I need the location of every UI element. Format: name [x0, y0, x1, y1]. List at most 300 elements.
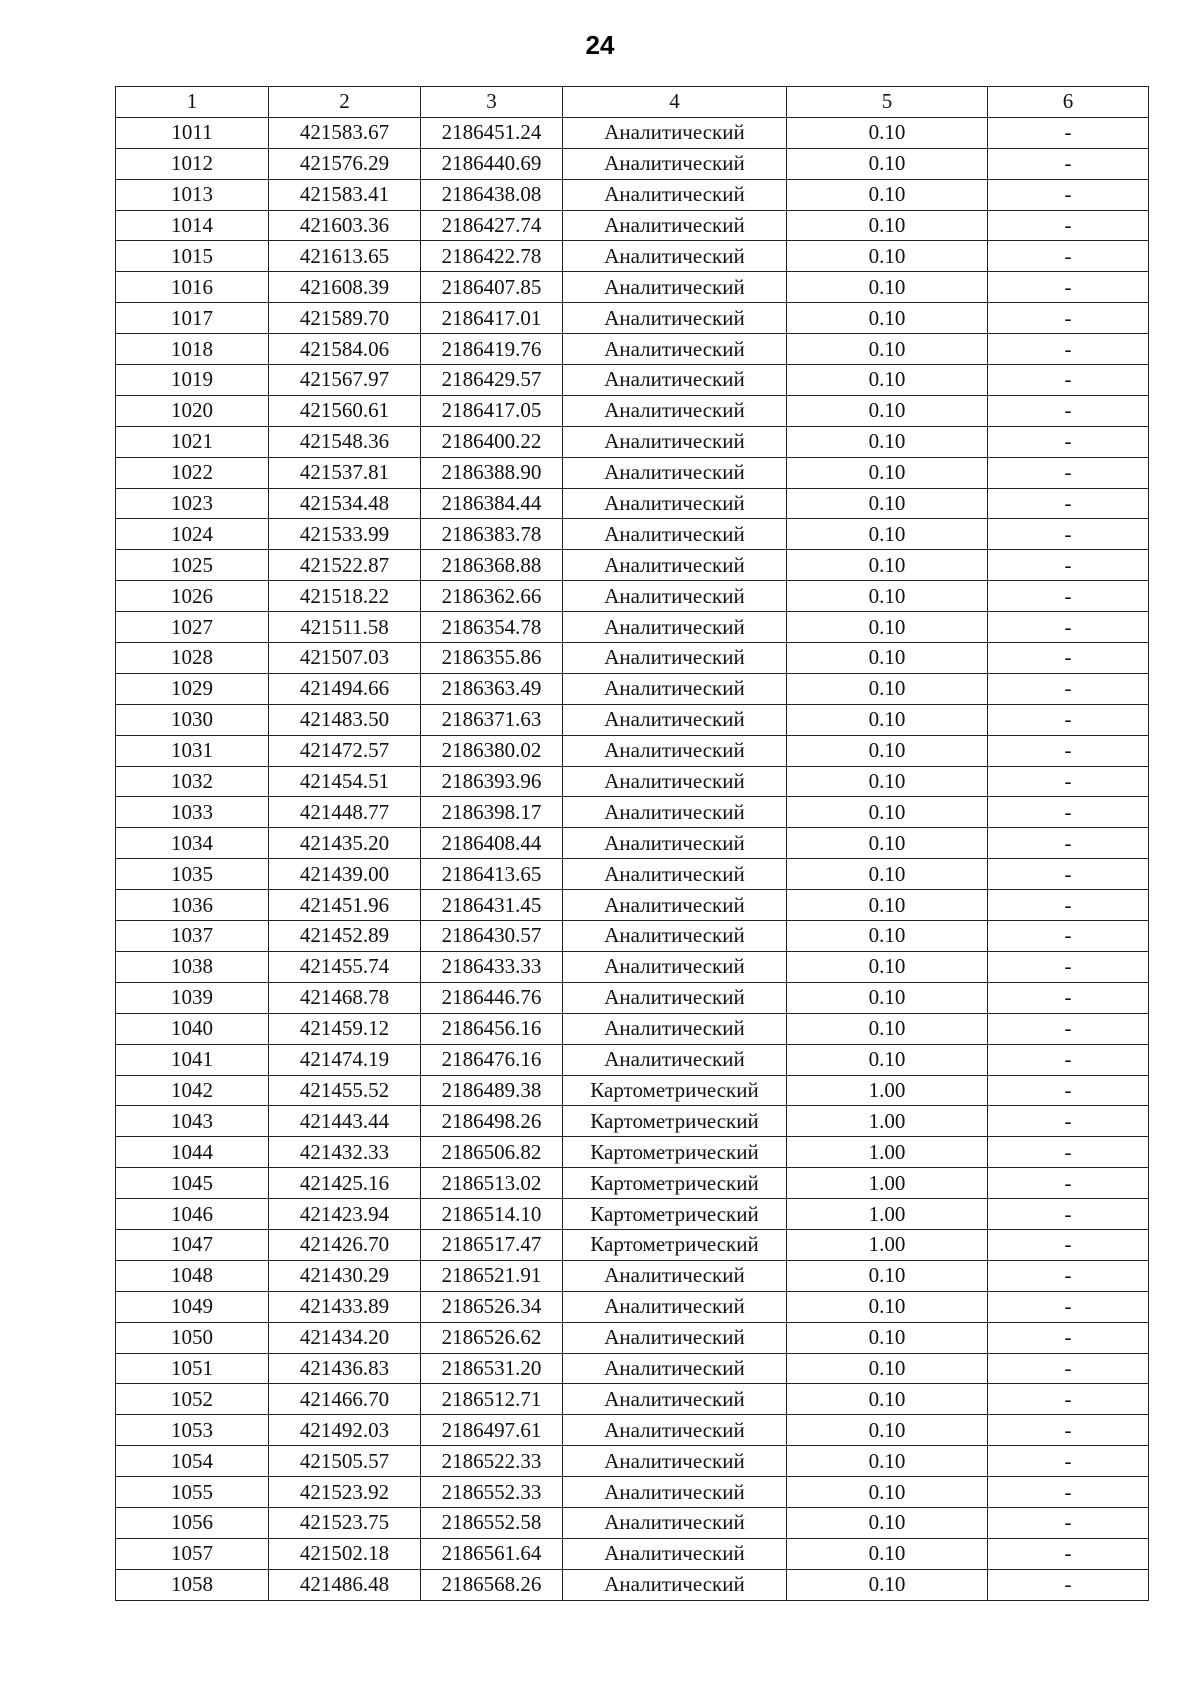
- y-coordinate-cell: 2186451.24: [421, 117, 563, 148]
- method-cell: Аналитический: [563, 1384, 787, 1415]
- point-number-cell: 1017: [116, 303, 269, 334]
- note-cell: -: [988, 859, 1149, 890]
- note-cell: -: [988, 1477, 1149, 1508]
- point-number-cell: 1035: [116, 859, 269, 890]
- table-row: [116, 1168, 1149, 1199]
- y-coordinate-cell: 2186489.38: [421, 1075, 563, 1106]
- point-number-cell: 1054: [116, 1446, 269, 1477]
- table-row: [116, 1353, 1149, 1384]
- x-coordinate-cell: 421459.12: [269, 1013, 421, 1044]
- x-coordinate-cell: 421583.67: [269, 117, 421, 148]
- point-number-cell: 1058: [116, 1569, 269, 1600]
- method-cell: Аналитический: [563, 1260, 787, 1291]
- table-row: [116, 797, 1149, 828]
- accuracy-cell: 0.10: [787, 890, 988, 921]
- x-coordinate-cell: 421534.48: [269, 488, 421, 519]
- accuracy-cell: 0.10: [787, 1538, 988, 1569]
- point-number-cell: 1020: [116, 395, 269, 426]
- accuracy-cell: 1.00: [787, 1137, 988, 1168]
- accuracy-cell: 0.10: [787, 921, 988, 952]
- method-cell: Аналитический: [563, 179, 787, 210]
- table-row: [116, 457, 1149, 488]
- x-coordinate-cell: 421426.70: [269, 1229, 421, 1260]
- point-number-cell: 1014: [116, 210, 269, 241]
- y-coordinate-cell: 2186430.57: [421, 921, 563, 952]
- note-cell: -: [988, 1415, 1149, 1446]
- accuracy-cell: 0.10: [787, 1322, 988, 1353]
- x-coordinate-cell: 421423.94: [269, 1199, 421, 1230]
- method-cell: Аналитический: [563, 303, 787, 334]
- note-cell: -: [988, 1538, 1149, 1569]
- method-cell: Аналитический: [563, 766, 787, 797]
- table-row: [116, 673, 1149, 704]
- accuracy-cell: 0.10: [787, 426, 988, 457]
- method-cell: Аналитический: [563, 1415, 787, 1446]
- note-cell: -: [988, 1168, 1149, 1199]
- method-cell: Аналитический: [563, 1291, 787, 1322]
- table-row: [116, 1384, 1149, 1415]
- x-coordinate-cell: 421436.83: [269, 1353, 421, 1384]
- accuracy-cell: 0.10: [787, 1291, 988, 1322]
- y-coordinate-cell: 2186371.63: [421, 704, 563, 735]
- table-row: [116, 581, 1149, 612]
- x-coordinate-cell: 421466.70: [269, 1384, 421, 1415]
- note-cell: -: [988, 982, 1149, 1013]
- accuracy-cell: 0.10: [787, 1415, 988, 1446]
- x-coordinate-cell: 421448.77: [269, 797, 421, 828]
- table-row: [116, 1106, 1149, 1137]
- method-cell: Аналитический: [563, 1322, 787, 1353]
- note-cell: -: [988, 1322, 1149, 1353]
- y-coordinate-cell: 2186363.49: [421, 673, 563, 704]
- point-number-cell: 1026: [116, 581, 269, 612]
- x-coordinate-cell: 421548.36: [269, 426, 421, 457]
- note-cell: -: [988, 1229, 1149, 1260]
- note-cell: -: [988, 1137, 1149, 1168]
- column-header: 6: [988, 87, 1149, 118]
- column-header: 2: [269, 87, 421, 118]
- y-coordinate-cell: 2186531.20: [421, 1353, 563, 1384]
- accuracy-cell: 0.10: [787, 210, 988, 241]
- y-coordinate-cell: 2186380.02: [421, 735, 563, 766]
- accuracy-cell: 0.10: [787, 148, 988, 179]
- method-cell: Аналитический: [563, 643, 787, 674]
- method-cell: Аналитический: [563, 1507, 787, 1538]
- table-row: [116, 1199, 1149, 1230]
- x-coordinate-cell: 421589.70: [269, 303, 421, 334]
- table-row: [116, 179, 1149, 210]
- note-cell: -: [988, 457, 1149, 488]
- method-cell: Аналитический: [563, 365, 787, 396]
- point-number-cell: 1012: [116, 148, 269, 179]
- accuracy-cell: 0.10: [787, 550, 988, 581]
- note-cell: -: [988, 1260, 1149, 1291]
- point-number-cell: 1057: [116, 1538, 269, 1569]
- y-coordinate-cell: 2186431.45: [421, 890, 563, 921]
- table-row: [116, 1415, 1149, 1446]
- y-coordinate-cell: 2186354.78: [421, 612, 563, 643]
- y-coordinate-cell: 2186362.66: [421, 581, 563, 612]
- x-coordinate-cell: 421523.92: [269, 1477, 421, 1508]
- accuracy-cell: 0.10: [787, 117, 988, 148]
- table-row: [116, 859, 1149, 890]
- point-number-cell: 1024: [116, 519, 269, 550]
- point-number-cell: 1011: [116, 117, 269, 148]
- accuracy-cell: 1.00: [787, 1075, 988, 1106]
- point-number-cell: 1029: [116, 673, 269, 704]
- point-number-cell: 1036: [116, 890, 269, 921]
- method-cell: Картометрический: [563, 1137, 787, 1168]
- point-number-cell: 1034: [116, 828, 269, 859]
- accuracy-cell: 0.10: [787, 488, 988, 519]
- note-cell: -: [988, 1507, 1149, 1538]
- method-cell: Аналитический: [563, 890, 787, 921]
- note-cell: -: [988, 1013, 1149, 1044]
- x-coordinate-cell: 421432.33: [269, 1137, 421, 1168]
- method-cell: Аналитический: [563, 859, 787, 890]
- point-number-cell: 1042: [116, 1075, 269, 1106]
- note-cell: -: [988, 643, 1149, 674]
- note-cell: -: [988, 303, 1149, 334]
- y-coordinate-cell: 2186417.01: [421, 303, 563, 334]
- y-coordinate-cell: 2186512.71: [421, 1384, 563, 1415]
- method-cell: Аналитический: [563, 1569, 787, 1600]
- point-number-cell: 1053: [116, 1415, 269, 1446]
- note-cell: -: [988, 426, 1149, 457]
- note-cell: -: [988, 1353, 1149, 1384]
- note-cell: -: [988, 1446, 1149, 1477]
- table-row: [116, 1229, 1149, 1260]
- accuracy-cell: 0.10: [787, 673, 988, 704]
- y-coordinate-cell: 2186433.33: [421, 951, 563, 982]
- method-cell: Аналитический: [563, 426, 787, 457]
- y-coordinate-cell: 2186446.76: [421, 982, 563, 1013]
- y-coordinate-cell: 2186388.90: [421, 457, 563, 488]
- table-row: [116, 1507, 1149, 1538]
- table-row: [116, 303, 1149, 334]
- accuracy-cell: 0.10: [787, 1507, 988, 1538]
- note-cell: -: [988, 1384, 1149, 1415]
- method-cell: Аналитический: [563, 148, 787, 179]
- method-cell: Аналитический: [563, 272, 787, 303]
- column-header: 3: [421, 87, 563, 118]
- table-row: [116, 241, 1149, 272]
- y-coordinate-cell: 2186413.65: [421, 859, 563, 890]
- y-coordinate-cell: 2186427.74: [421, 210, 563, 241]
- note-cell: -: [988, 612, 1149, 643]
- y-coordinate-cell: 2186398.17: [421, 797, 563, 828]
- y-coordinate-cell: 2186422.78: [421, 241, 563, 272]
- y-coordinate-cell: 2186514.10: [421, 1199, 563, 1230]
- method-cell: Аналитический: [563, 951, 787, 982]
- y-coordinate-cell: 2186384.44: [421, 488, 563, 519]
- y-coordinate-cell: 2186355.86: [421, 643, 563, 674]
- point-number-cell: 1043: [116, 1106, 269, 1137]
- point-number-cell: 1056: [116, 1507, 269, 1538]
- y-coordinate-cell: 2186417.05: [421, 395, 563, 426]
- point-number-cell: 1015: [116, 241, 269, 272]
- method-cell: Аналитический: [563, 1353, 787, 1384]
- x-coordinate-cell: 421439.00: [269, 859, 421, 890]
- column-header: 5: [787, 87, 988, 118]
- note-cell: -: [988, 766, 1149, 797]
- accuracy-cell: 0.10: [787, 334, 988, 365]
- method-cell: Аналитический: [563, 210, 787, 241]
- point-number-cell: 1055: [116, 1477, 269, 1508]
- x-coordinate-cell: 421523.75: [269, 1507, 421, 1538]
- table-row: [116, 1538, 1149, 1569]
- note-cell: -: [988, 828, 1149, 859]
- method-cell: Аналитический: [563, 457, 787, 488]
- table-row: [116, 1322, 1149, 1353]
- point-number-cell: 1018: [116, 334, 269, 365]
- method-cell: Аналитический: [563, 673, 787, 704]
- point-number-cell: 1038: [116, 951, 269, 982]
- x-coordinate-cell: 421483.50: [269, 704, 421, 735]
- x-coordinate-cell: 421454.51: [269, 766, 421, 797]
- y-coordinate-cell: 2186393.96: [421, 766, 563, 797]
- accuracy-cell: 1.00: [787, 1168, 988, 1199]
- note-cell: -: [988, 488, 1149, 519]
- table-row: [116, 766, 1149, 797]
- point-number-cell: 1032: [116, 766, 269, 797]
- method-cell: Аналитический: [563, 117, 787, 148]
- point-number-cell: 1049: [116, 1291, 269, 1322]
- x-coordinate-cell: 421502.18: [269, 1538, 421, 1569]
- x-coordinate-cell: 421560.61: [269, 395, 421, 426]
- x-coordinate-cell: 421433.89: [269, 1291, 421, 1322]
- x-coordinate-cell: 421468.78: [269, 982, 421, 1013]
- method-cell: Аналитический: [563, 241, 787, 272]
- accuracy-cell: 0.10: [787, 1013, 988, 1044]
- point-number-cell: 1037: [116, 921, 269, 952]
- accuracy-cell: 0.10: [787, 859, 988, 890]
- table-row: [116, 519, 1149, 550]
- point-number-cell: 1016: [116, 272, 269, 303]
- table-row: [116, 951, 1149, 982]
- y-coordinate-cell: 2186456.16: [421, 1013, 563, 1044]
- y-coordinate-cell: 2186526.62: [421, 1322, 563, 1353]
- note-cell: -: [988, 890, 1149, 921]
- point-number-cell: 1048: [116, 1260, 269, 1291]
- header-row: [116, 87, 1149, 118]
- note-cell: -: [988, 365, 1149, 396]
- point-number-cell: 1044: [116, 1137, 269, 1168]
- accuracy-cell: 0.10: [787, 1384, 988, 1415]
- point-number-cell: 1022: [116, 457, 269, 488]
- y-coordinate-cell: 2186506.82: [421, 1137, 563, 1168]
- method-cell: Картометрический: [563, 1229, 787, 1260]
- table-row: [116, 272, 1149, 303]
- y-coordinate-cell: 2186552.58: [421, 1507, 563, 1538]
- note-cell: -: [988, 1199, 1149, 1230]
- method-cell: Аналитический: [563, 921, 787, 952]
- note-cell: -: [988, 117, 1149, 148]
- x-coordinate-cell: 421511.58: [269, 612, 421, 643]
- point-number-cell: 1027: [116, 612, 269, 643]
- y-coordinate-cell: 2186497.61: [421, 1415, 563, 1446]
- accuracy-cell: 0.10: [787, 982, 988, 1013]
- accuracy-cell: 0.10: [787, 272, 988, 303]
- accuracy-cell: 0.10: [787, 581, 988, 612]
- y-coordinate-cell: 2186522.33: [421, 1446, 563, 1477]
- point-number-cell: 1050: [116, 1322, 269, 1353]
- point-number-cell: 1051: [116, 1353, 269, 1384]
- accuracy-cell: 0.10: [787, 1260, 988, 1291]
- x-coordinate-cell: 421494.66: [269, 673, 421, 704]
- table-row: [116, 1013, 1149, 1044]
- y-coordinate-cell: 2186498.26: [421, 1106, 563, 1137]
- x-coordinate-cell: 421537.81: [269, 457, 421, 488]
- method-cell: Аналитический: [563, 797, 787, 828]
- accuracy-cell: 0.10: [787, 797, 988, 828]
- x-coordinate-cell: 421613.65: [269, 241, 421, 272]
- y-coordinate-cell: 2186521.91: [421, 1260, 563, 1291]
- table-row: [116, 1291, 1149, 1322]
- x-coordinate-cell: 421505.57: [269, 1446, 421, 1477]
- accuracy-cell: 0.10: [787, 612, 988, 643]
- x-coordinate-cell: 421584.06: [269, 334, 421, 365]
- y-coordinate-cell: 2186438.08: [421, 179, 563, 210]
- y-coordinate-cell: 2186517.47: [421, 1229, 563, 1260]
- accuracy-cell: 0.10: [787, 643, 988, 674]
- accuracy-cell: 0.10: [787, 735, 988, 766]
- x-coordinate-cell: 421472.57: [269, 735, 421, 766]
- note-cell: -: [988, 550, 1149, 581]
- point-number-cell: 1031: [116, 735, 269, 766]
- y-coordinate-cell: 2186552.33: [421, 1477, 563, 1508]
- y-coordinate-cell: 2186400.22: [421, 426, 563, 457]
- method-cell: Картометрический: [563, 1106, 787, 1137]
- accuracy-cell: 0.10: [787, 241, 988, 272]
- table-row: [116, 1260, 1149, 1291]
- method-cell: Аналитический: [563, 550, 787, 581]
- column-header: 4: [563, 87, 787, 118]
- table-row: [116, 643, 1149, 674]
- table-row: [116, 334, 1149, 365]
- y-coordinate-cell: 2186419.76: [421, 334, 563, 365]
- note-cell: -: [988, 272, 1149, 303]
- note-cell: -: [988, 581, 1149, 612]
- y-coordinate-cell: 2186383.78: [421, 519, 563, 550]
- table-row: [116, 488, 1149, 519]
- note-cell: -: [988, 241, 1149, 272]
- table-row: [116, 890, 1149, 921]
- note-cell: -: [988, 179, 1149, 210]
- point-number-cell: 1041: [116, 1044, 269, 1075]
- y-coordinate-cell: 2186513.02: [421, 1168, 563, 1199]
- note-cell: -: [988, 673, 1149, 704]
- note-cell: -: [988, 1044, 1149, 1075]
- method-cell: Аналитический: [563, 1446, 787, 1477]
- method-cell: Аналитический: [563, 395, 787, 426]
- note-cell: -: [988, 704, 1149, 735]
- x-coordinate-cell: 421451.96: [269, 890, 421, 921]
- y-coordinate-cell: 2186561.64: [421, 1538, 563, 1569]
- method-cell: Аналитический: [563, 334, 787, 365]
- point-number-cell: 1028: [116, 643, 269, 674]
- method-cell: Аналитический: [563, 1013, 787, 1044]
- method-cell: Аналитический: [563, 1477, 787, 1508]
- table-row: [116, 1569, 1149, 1600]
- note-cell: -: [988, 797, 1149, 828]
- point-number-cell: 1019: [116, 365, 269, 396]
- method-cell: Аналитический: [563, 581, 787, 612]
- method-cell: Аналитический: [563, 735, 787, 766]
- x-coordinate-cell: 421492.03: [269, 1415, 421, 1446]
- note-cell: -: [988, 1106, 1149, 1137]
- column-header: 1: [116, 87, 269, 118]
- table-row: [116, 982, 1149, 1013]
- point-number-cell: 1025: [116, 550, 269, 581]
- accuracy-cell: 0.10: [787, 519, 988, 550]
- accuracy-cell: 0.10: [787, 303, 988, 334]
- accuracy-cell: 0.10: [787, 1446, 988, 1477]
- y-coordinate-cell: 2186408.44: [421, 828, 563, 859]
- accuracy-cell: 0.10: [787, 395, 988, 426]
- method-cell: Аналитический: [563, 704, 787, 735]
- x-coordinate-cell: 421452.89: [269, 921, 421, 952]
- y-coordinate-cell: 2186440.69: [421, 148, 563, 179]
- accuracy-cell: 0.10: [787, 828, 988, 859]
- point-number-cell: 1046: [116, 1199, 269, 1230]
- accuracy-cell: 0.10: [787, 704, 988, 735]
- accuracy-cell: 0.10: [787, 457, 988, 488]
- x-coordinate-cell: 421435.20: [269, 828, 421, 859]
- accuracy-cell: 1.00: [787, 1106, 988, 1137]
- x-coordinate-cell: 421443.44: [269, 1106, 421, 1137]
- accuracy-cell: 0.10: [787, 1477, 988, 1508]
- table-row: [116, 1137, 1149, 1168]
- x-coordinate-cell: 421425.16: [269, 1168, 421, 1199]
- table-row: [116, 426, 1149, 457]
- table-row: [116, 1446, 1149, 1477]
- point-number-cell: 1021: [116, 426, 269, 457]
- method-cell: Аналитический: [563, 1044, 787, 1075]
- method-cell: Аналитический: [563, 828, 787, 859]
- note-cell: -: [988, 210, 1149, 241]
- x-coordinate-cell: 421507.03: [269, 643, 421, 674]
- x-coordinate-cell: 421608.39: [269, 272, 421, 303]
- x-coordinate-cell: 421576.29: [269, 148, 421, 179]
- x-coordinate-cell: 421474.19: [269, 1044, 421, 1075]
- table-row: [116, 148, 1149, 179]
- table-row: [116, 550, 1149, 581]
- y-coordinate-cell: 2186368.88: [421, 550, 563, 581]
- x-coordinate-cell: 421455.74: [269, 951, 421, 982]
- note-cell: -: [988, 148, 1149, 179]
- table-body: [116, 117, 1149, 1600]
- method-cell: Аналитический: [563, 519, 787, 550]
- y-coordinate-cell: 2186407.85: [421, 272, 563, 303]
- table-row: [116, 1477, 1149, 1508]
- accuracy-cell: 0.10: [787, 365, 988, 396]
- coordinates-table: [115, 86, 1149, 1601]
- y-coordinate-cell: 2186429.57: [421, 365, 563, 396]
- note-cell: -: [988, 735, 1149, 766]
- accuracy-cell: 1.00: [787, 1229, 988, 1260]
- table-row: [116, 828, 1149, 859]
- point-number-cell: 1045: [116, 1168, 269, 1199]
- table-row: [116, 612, 1149, 643]
- x-coordinate-cell: 421533.99: [269, 519, 421, 550]
- point-number-cell: 1033: [116, 797, 269, 828]
- accuracy-cell: 0.10: [787, 179, 988, 210]
- x-coordinate-cell: 421455.52: [269, 1075, 421, 1106]
- x-coordinate-cell: 421522.87: [269, 550, 421, 581]
- note-cell: -: [988, 1569, 1149, 1600]
- method-cell: Картометрический: [563, 1075, 787, 1106]
